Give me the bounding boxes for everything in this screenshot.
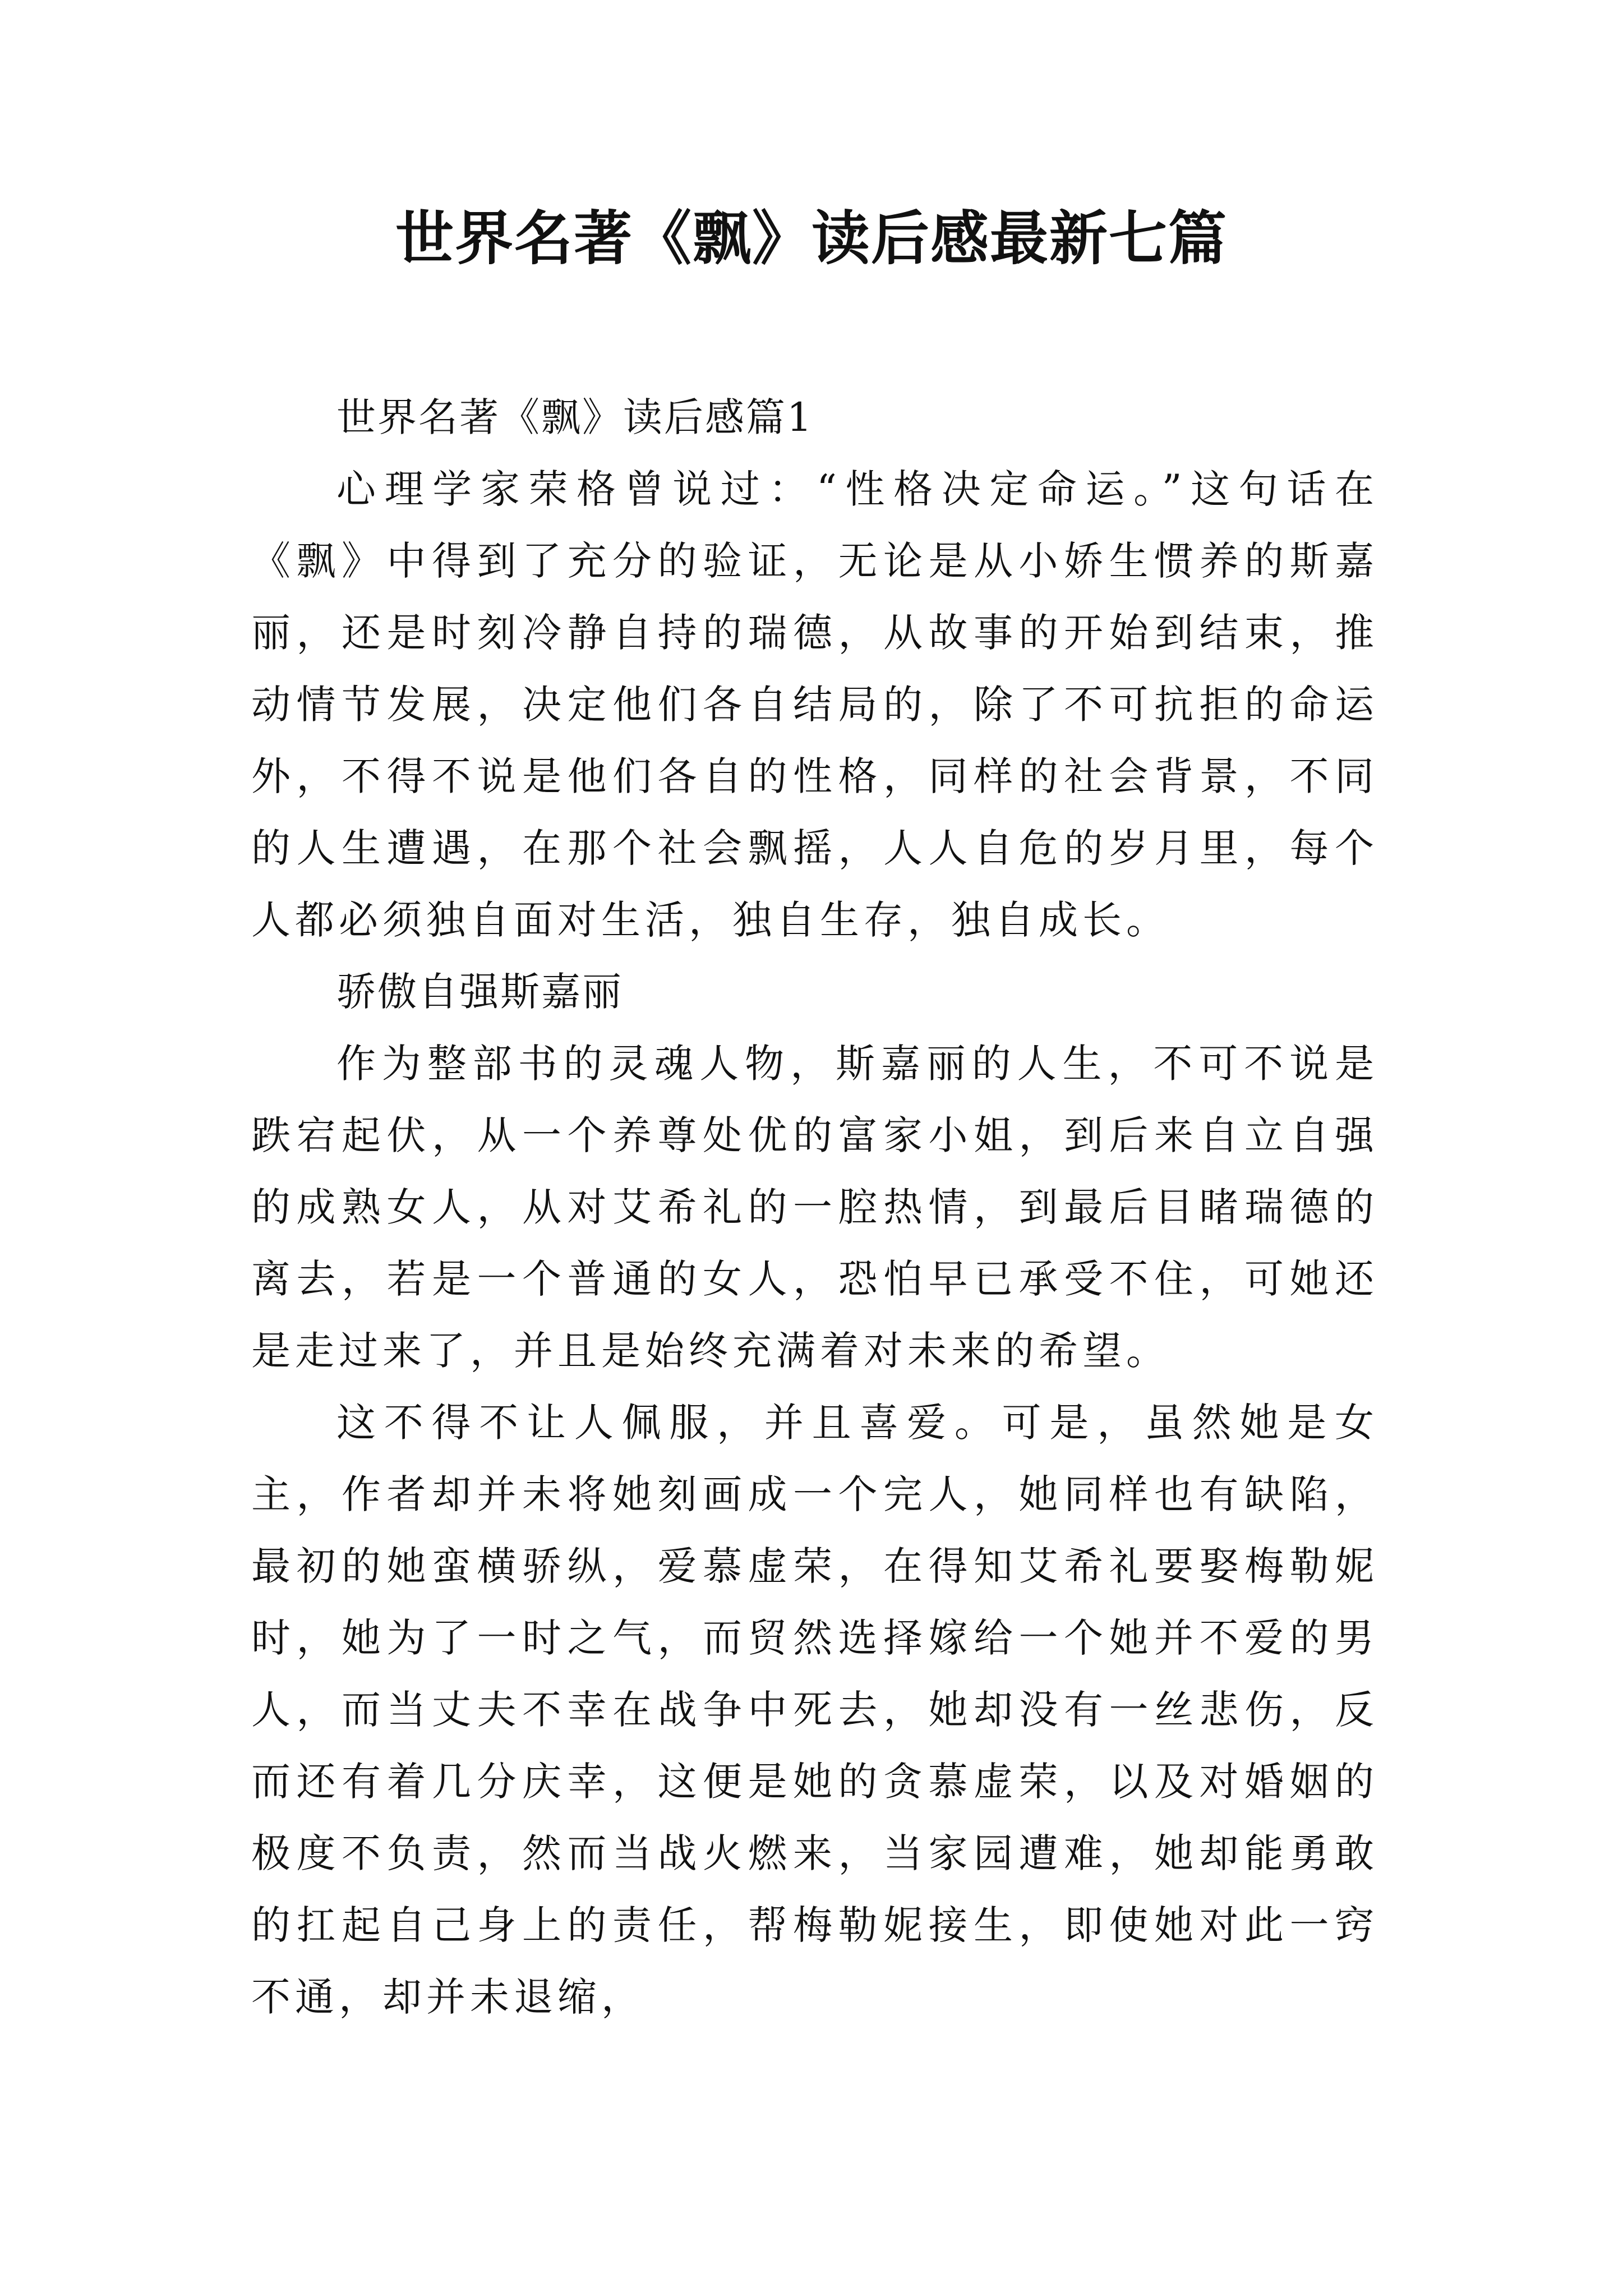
- paragraph: 心理学家荣格曾说过：“性格决定命运。”这句话在《飘》中得到了充分的验证，无论是从小娇生惯养的斯嘉丽，还是时刻冷静自持的瑞德，从故事的开始到结束，推动情节发展，决定他们各自结局的，除了不可抗拒的命运外，不得不说是他们各自的性格，同样的社会背景，不同的人生遭遇，在那个社会飘摇，人人自危的岁月里，每个人都必须独自面对生活，独自生存，独自成长。: [251, 466, 1378, 943]
- paragraph: 这不得不让人佩服，并且喜爱。可是，虽然她是女主，作者却并未将她刻画成一个完人，她同样也有缺陷，最初的她蛮横骄纵，爱慕虚荣，在得知艾希礼要娶梅勒妮时，她为了一时之气，而贸然选择嫁给一个她并不爱的男人，而当丈夫不幸在战争中死去，她却没有一丝悲伤，反而还有着几分庆幸，这便是她的贪慕虚荣，以及对婚姻的极度不负责，然而当战火燃来，当家园遭难，她却能勇敢的扛起自己身上的责任，帮梅勒妮接生，即使她对此一窍不通，却并未退缩，: [251, 1400, 1378, 2020]
- document-title: 世界名著《飘》读后感最新七篇: [395, 204, 1228, 273]
- document-body: [251, 381, 1378, 2033]
- paragraph: 作为整部书的灵魂人物，斯嘉丽的人生，不可不说是跌宕起伏，从一个养尊处优的富家小姐，到后来自立自强的成熟女人，从对艾希礼的一腔热情，到最后目睹瑞德的离去，若是一个普通的女人，恐怕早已承受不住，可她还是走过来了，并且是始终充满着对未来的希望。: [251, 1041, 1378, 1374]
- section-heading: 世界名著《飘》读后感篇1: [336, 394, 814, 440]
- subsection-heading: 骄傲自强斯嘉丽: [336, 969, 623, 1015]
